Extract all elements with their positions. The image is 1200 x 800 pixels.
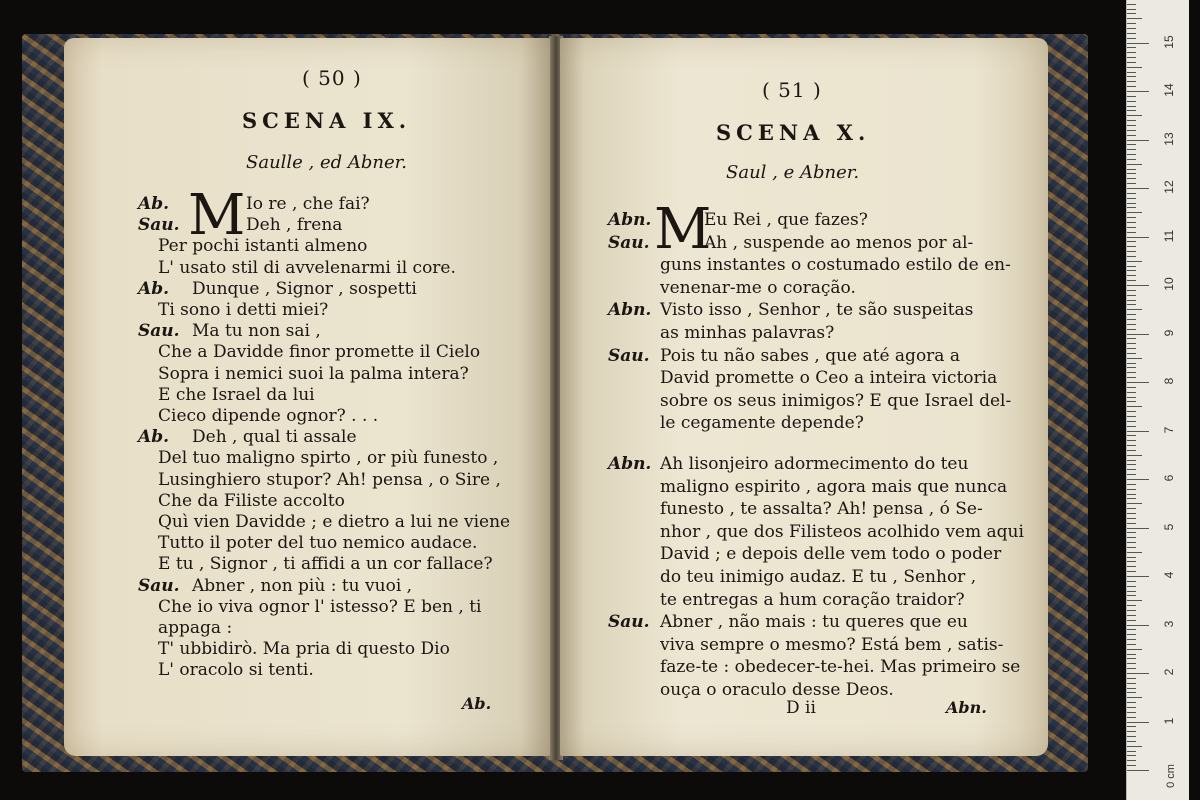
ruler-tick [1127, 377, 1136, 378]
ruler-tick [1127, 445, 1136, 446]
ruler-tick [1127, 324, 1136, 325]
ruler-tick [1127, 668, 1136, 669]
ruler-tick [1127, 72, 1136, 73]
page-number: ( 50 ) [302, 66, 362, 90]
ruler-tick [1127, 654, 1136, 655]
ruler-tick [1127, 595, 1136, 596]
ruler-tick [1127, 571, 1136, 572]
text-line [608, 257, 1011, 274]
ruler-tick [1127, 751, 1136, 752]
ruler-tick [1127, 241, 1136, 242]
ruler-tick [1127, 217, 1136, 218]
speaker-label: Ab. [138, 427, 169, 448]
ruler-tick [1127, 755, 1136, 756]
ruler-tick [1127, 683, 1136, 684]
ruler-tick [1127, 663, 1136, 664]
ruler-tick [1127, 266, 1136, 267]
line-text: Dunque , Signor , sospetti [192, 278, 417, 299]
line-text: Visto isso , Senhor , te são suspeitas [660, 300, 974, 321]
ruler-tick [1127, 96, 1136, 97]
text-line [138, 641, 450, 658]
ruler-number: 4 [1162, 571, 1176, 579]
ruler-number: 5 [1162, 523, 1176, 530]
right-page [560, 38, 1048, 756]
signature-mark: D ii [786, 698, 816, 718]
ruler-tick [1127, 188, 1149, 189]
line-text: T' ubbidirò. Ma pria di questo Dio [158, 639, 450, 660]
ruler-tick [1127, 285, 1149, 286]
ruler-tick [1127, 319, 1136, 320]
ruler-number: 2 [1162, 668, 1176, 676]
line-text: Io re , che fai? [246, 194, 370, 214]
ruler-tick [1127, 644, 1136, 645]
ruler-tick [1127, 86, 1136, 87]
ruler-number: 8 [1162, 377, 1176, 385]
ruler-tick [1127, 193, 1136, 194]
line-text: Abner , não mais : tu queres que eu [660, 612, 968, 633]
ruler-tick [1127, 489, 1136, 490]
line-text: appaga : [158, 618, 233, 638]
ruler-tick [1127, 270, 1136, 271]
ruler-tick [1127, 329, 1136, 330]
ruler-number: 6 [1162, 474, 1176, 482]
ruler-tick [1127, 717, 1136, 718]
ruler-tick [1127, 164, 1142, 165]
line-text: funesto , te assalta? Ah! pensa , ó Se- [660, 499, 983, 520]
line-text: te entregas a hum coração traidor? [660, 589, 965, 610]
ruler-tick [1127, 251, 1136, 252]
text-line [608, 232, 974, 253]
ruler-tick [1127, 295, 1136, 296]
scene-title: SCENA IX. [242, 108, 412, 133]
text-line [608, 589, 965, 610]
ruler-tick [1127, 770, 1149, 771]
ruler-tick [1127, 334, 1149, 335]
speaker-label: Sau. [608, 612, 650, 633]
ruler-tick [1127, 338, 1136, 339]
speaker-label: Abn. [608, 300, 652, 321]
text-line [138, 344, 480, 361]
line-text: as minhas palavras? [660, 323, 835, 343]
line-text: Quì vien Davidde ; e dietro a lui ne viene [158, 512, 511, 532]
line-text: E tu , Signor , ti affidi a un cor fallace? [158, 554, 493, 575]
ruler-tick [1127, 639, 1136, 640]
ruler-tick [1127, 28, 1136, 29]
ruler-tick [1127, 760, 1136, 761]
ruler-number: 3 [1162, 620, 1176, 627]
ruler-tick [1127, 440, 1136, 441]
line-text: Ah lisonjeiro adormecimento do teu [660, 454, 969, 474]
text-line [608, 614, 968, 631]
ruler-tick [1127, 169, 1136, 170]
line-text: le cegamente depende? [660, 413, 864, 434]
ruler-tick [1127, 130, 1136, 131]
text-line [138, 217, 342, 234]
ruler-tick [1127, 246, 1136, 247]
line-text: faze-te : obedecer-te-hei. Mas primeiro se [660, 657, 1021, 678]
ruler-tick [1127, 237, 1149, 238]
ruler-tick [1127, 673, 1149, 674]
text-line [138, 620, 232, 637]
text-line [608, 415, 864, 432]
drop-cap: M [188, 183, 246, 248]
ruler-tick [1127, 149, 1136, 150]
ruler-tick [1127, 314, 1136, 315]
line-text: guns instantes o costumado estilo de en- [660, 255, 1011, 276]
scene-characters: Saulle , ed Abner. [246, 152, 407, 173]
text-line [138, 384, 315, 405]
drop-cap: M [654, 197, 712, 262]
ruler-tick [1127, 678, 1136, 679]
ruler-tick [1127, 101, 1136, 102]
ruler-tick [1127, 625, 1149, 626]
text-line [138, 238, 367, 255]
ruler-tick [1127, 741, 1136, 742]
ruler-tick [1127, 343, 1136, 344]
ruler-tick [1127, 91, 1149, 92]
text-line [138, 429, 357, 446]
text-line [608, 501, 983, 518]
text-line [608, 212, 868, 229]
ruler-tick [1127, 198, 1136, 199]
ruler-tick [1127, 692, 1136, 693]
ruler-number: 11 [1162, 229, 1176, 242]
ruler-tick [1127, 557, 1136, 558]
ruler-tick [1127, 222, 1136, 223]
line-text: David promette o Ceo a inteira victoria [660, 368, 998, 389]
ruler-tick [1127, 159, 1136, 160]
ruler-tick [1127, 207, 1136, 208]
ruler-tick [1127, 697, 1142, 698]
ruler-tick [1127, 106, 1136, 107]
ruler-tick [1127, 406, 1142, 407]
text-line [608, 546, 1001, 563]
ruler-tick [1127, 469, 1136, 470]
ruler-tick [1127, 688, 1136, 689]
ruler-tick [1127, 464, 1136, 465]
ruler-tick [1127, 135, 1136, 136]
ruler-tick [1127, 411, 1136, 412]
line-text: Del tuo maligno spirto , or più funesto , [158, 448, 499, 469]
ruler-tick [1127, 460, 1136, 461]
ruler-tick [1127, 416, 1136, 417]
line-text: maligno espirito , agora mais que nunca [660, 476, 1008, 497]
line-text: David ; e depois delle vem todo o poder [660, 544, 1002, 565]
page-number: ( 51 ) [762, 78, 822, 102]
line-text: do teu inimigo audaz. E tu , Senhor , [660, 567, 977, 587]
speaker-label: Abn. [608, 454, 652, 474]
ruler-tick [1127, 712, 1136, 713]
ruler-tick [1127, 431, 1149, 432]
ruler-number: 13 [1162, 131, 1176, 146]
ruler-tick [1127, 528, 1149, 529]
speaker-label: Sau. [138, 321, 180, 342]
ruler-tick [1127, 183, 1136, 184]
text-line [608, 302, 973, 319]
ruler-tick [1127, 275, 1136, 276]
line-text: sobre os seus inimigos? E que Israel del- [660, 390, 1012, 411]
ruler-tick [1127, 372, 1136, 373]
text-line [138, 323, 321, 340]
ruler-tick [1127, 523, 1136, 524]
ruler-tick [1127, 23, 1136, 24]
ruler-tick [1127, 363, 1136, 364]
ruler-tick [1127, 605, 1136, 606]
speaker-label: Ab. [138, 278, 169, 299]
text-line [138, 575, 413, 596]
ruler-tick [1127, 615, 1136, 616]
text-line [608, 390, 1012, 411]
ruler-tick [1127, 367, 1136, 368]
line-text: Pois tu não sabes , que até agora a [660, 345, 960, 366]
ruler-tick [1127, 348, 1136, 349]
line-text: Ah , suspende ao menos por al- [704, 232, 974, 253]
ruler-tick [1127, 450, 1136, 451]
ruler-tick [1127, 43, 1149, 44]
ruler-tick [1127, 173, 1136, 174]
ruler-tick [1127, 518, 1136, 519]
line-text: viva sempre o mesmo? Está bem , satis- [660, 634, 1004, 655]
scale-ruler [1126, 0, 1189, 800]
text-line [608, 634, 1004, 655]
ruler-tick [1127, 154, 1136, 155]
ruler-tick [1127, 547, 1136, 548]
catchword: Ab. [462, 694, 492, 713]
speaker-label: Sau. [138, 575, 180, 596]
ruler-number: 14 [1162, 83, 1176, 97]
ruler-tick [1127, 421, 1136, 422]
line-text: nhor , que dos Filisteos acolhido vem aqui [660, 521, 1024, 542]
ruler-tick [1127, 382, 1149, 383]
text-line [138, 514, 510, 531]
line-text: Cieco dipende ognor? . . . [158, 406, 379, 426]
ruler-tick [1127, 610, 1136, 611]
ruler-tick [1127, 726, 1136, 727]
ruler-unit-label: 0 cm [1165, 764, 1177, 788]
ruler-tick [1127, 38, 1136, 39]
line-text: Ma tu non sai , [192, 321, 321, 342]
ruler-tick [1127, 256, 1136, 257]
ruler-tick [1127, 702, 1136, 703]
ruler-number: 12 [1162, 180, 1176, 194]
line-text: L' usato stil di avvelenarmi il core. [158, 257, 456, 278]
ruler-tick [1127, 503, 1142, 504]
ruler-tick [1127, 474, 1136, 475]
ruler-tick [1127, 566, 1136, 567]
ruler-number: 15 [1162, 34, 1176, 49]
text-line [138, 490, 345, 511]
ruler-tick [1127, 309, 1142, 310]
scene-title: SCENA X. [716, 120, 871, 145]
text-line [608, 659, 1020, 676]
ruler-tick [1127, 227, 1136, 228]
ruler-tick [1127, 212, 1142, 213]
ruler-tick [1127, 542, 1136, 543]
ruler-tick [1127, 304, 1136, 305]
speaker-label: Abn. [608, 210, 652, 230]
line-text: ouça o oraculo desse Deos. [660, 680, 894, 700]
speaker-label: Sau. [608, 232, 650, 253]
ruler-tick [1127, 479, 1149, 480]
ruler-tick [1127, 57, 1136, 58]
ruler-tick [1127, 67, 1142, 68]
ruler-tick [1127, 649, 1142, 650]
ruler-tick [1127, 9, 1136, 10]
ruler-tick [1127, 532, 1136, 533]
text-line [138, 363, 469, 384]
line-text: Deh , frena [246, 215, 343, 236]
ruler-tick [1127, 736, 1136, 737]
text-line [608, 277, 856, 298]
ruler-tick [1127, 140, 1149, 141]
text-line [608, 521, 1024, 542]
ruler-tick [1127, 722, 1149, 723]
line-text: Deh , qual ti assale [192, 427, 357, 448]
text-line [138, 535, 477, 552]
ruler-tick [1127, 581, 1136, 582]
ruler-tick [1127, 18, 1142, 19]
text-line [138, 302, 328, 319]
line-text: Ti sono i detti miei? [158, 300, 329, 320]
ruler-tick [1127, 508, 1136, 509]
ruler-tick [1127, 435, 1136, 436]
line-text: Lusinghiero stupor? Ah! pensa , o Sire , [158, 469, 501, 490]
ruler-tick [1127, 13, 1136, 14]
ruler-tick [1127, 125, 1136, 126]
ruler-tick [1127, 576, 1149, 577]
line-text: Eu Rei , que fazes? [704, 210, 868, 230]
text-line [138, 257, 456, 278]
ruler-tick [1127, 484, 1136, 485]
ruler-tick [1127, 290, 1136, 291]
ruler-tick [1127, 33, 1136, 34]
text-line [608, 456, 968, 473]
ruler-tick [1127, 392, 1136, 393]
ruler-tick [1127, 261, 1142, 262]
line-text: E che Israel da lui [158, 384, 315, 405]
ruler-tick [1127, 746, 1142, 747]
ruler-tick [1127, 731, 1136, 732]
ruler-tick [1127, 353, 1136, 354]
ruler-tick [1127, 620, 1136, 621]
line-text: Che a Davidde finor promette il Cielo [158, 342, 481, 363]
left-page [64, 38, 550, 756]
ruler-tick [1127, 634, 1136, 635]
ruler-tick [1127, 591, 1136, 592]
ruler-tick [1127, 52, 1136, 53]
text-line [608, 569, 976, 586]
line-text: venenar-me o coração. [660, 277, 856, 298]
ruler-tick [1127, 494, 1136, 495]
text-line [138, 662, 314, 679]
ruler-number: 10 [1162, 277, 1176, 291]
speaker-label: Sau. [138, 215, 180, 236]
ruler-tick [1127, 76, 1136, 77]
ruler-tick [1127, 537, 1136, 538]
ruler-tick [1127, 62, 1136, 63]
ruler-tick [1127, 629, 1136, 630]
ruler-tick [1127, 426, 1136, 427]
ruler-tick [1127, 144, 1136, 145]
ruler-tick [1127, 397, 1136, 398]
text-line [608, 345, 960, 366]
text-line [138, 469, 501, 490]
text-line [608, 370, 997, 387]
line-text: Abner , non più : tu vuoi , [192, 575, 413, 596]
ruler-number: 1 [1162, 717, 1176, 724]
ruler-tick [1127, 81, 1136, 82]
ruler-tick [1127, 232, 1136, 233]
ruler-tick [1127, 658, 1136, 659]
ruler-number: 7 [1162, 426, 1176, 433]
ruler-tick [1127, 586, 1136, 587]
text-line [138, 278, 417, 299]
text-line [608, 682, 894, 699]
speaker-label: Ab. [138, 194, 169, 214]
text-line [138, 196, 370, 213]
line-text: Che io viva ognor l' istesso? E ben , ti [158, 596, 482, 617]
ruler-tick [1127, 765, 1136, 766]
text-line [608, 325, 834, 342]
text-line [138, 596, 482, 617]
text-line [138, 450, 498, 467]
ruler-tick [1127, 552, 1142, 553]
ruler-tick [1127, 387, 1136, 388]
ruler-tick [1127, 498, 1136, 499]
ruler-tick [1127, 120, 1136, 121]
ruler-tick [1127, 358, 1142, 359]
ruler-tick [1127, 561, 1136, 562]
ruler-tick [1127, 401, 1136, 402]
ruler-tick [1127, 110, 1136, 111]
line-text: Sopra i nemici suoi la palma intera? [158, 363, 469, 384]
ruler-number: 9 [1162, 329, 1176, 336]
ruler-tick [1127, 280, 1136, 281]
ruler-tick [1127, 203, 1136, 204]
line-text: Tutto il poter del tuo nemico audace. [158, 533, 478, 554]
speaker-label: Sau. [608, 345, 650, 366]
ruler-tick [1127, 178, 1136, 179]
ruler-tick [1127, 4, 1136, 5]
ruler-tick [1127, 115, 1142, 116]
scene-characters: Saul , e Abner. [726, 162, 860, 183]
ruler-tick [1127, 600, 1142, 601]
ruler-tick [1127, 47, 1136, 48]
ruler-tick [1127, 300, 1136, 301]
ruler-tick [1127, 455, 1142, 456]
line-text: Per pochi istanti almeno [158, 236, 368, 257]
line-text: L' oracolo si tenti. [158, 660, 314, 681]
ruler-tick [1127, 513, 1136, 514]
text-line [138, 408, 378, 425]
text-line [138, 556, 493, 573]
catchword: Abn. [946, 698, 987, 717]
line-text: Che da Filiste accolto [158, 490, 345, 511]
ruler-tick [1127, 707, 1136, 708]
text-line [608, 476, 1008, 497]
